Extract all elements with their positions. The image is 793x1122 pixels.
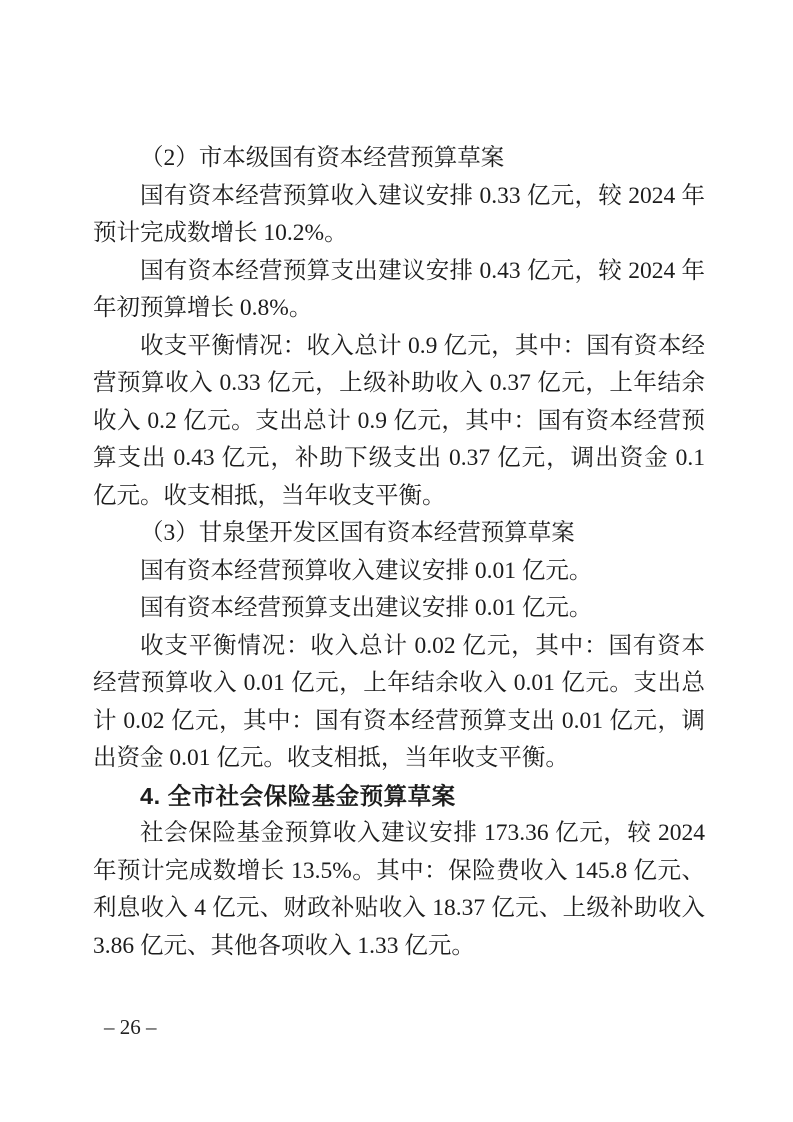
paragraph-subsection-2-expenditure: 国有资本经营预算支出建议安排 0.43 亿元，较 2024 年年初预算增长 0.8%。 <box>93 257 705 321</box>
paragraph-subsection-3-title: （3）甘泉堡开发区国有资本经营预算草案 <box>140 520 575 546</box>
paragraph-subsection-3-revenue: 国有资本经营预算收入建议安排 0.01 亿元。 <box>140 557 593 584</box>
paragraph-subsection-3-balance: 收支平衡情况：收入总计 0.02 亿元，其中：国有资本经营预算收入 0.01 亿元，上年结余收入 0.01 亿元。支出总计 0.02 亿元，其中：国有资本经营预算支出 0.01 亿元，调出资金 0.01 亿元。收支相抵，当年收支平衡。 <box>93 632 705 771</box>
section-heading-social-insurance: 4. 全市社会保险基金预算草案 <box>140 782 456 809</box>
paragraph-subsection-2-revenue: 国有资本经营预算收入建议安排 0.33 亿元，较 2024 年预计完成数增长 10.2%。 <box>93 182 705 246</box>
page-body <box>93 140 705 965</box>
paragraph-subsection-2-title: （2）市本级国有资本经营预算草案 <box>140 145 505 171</box>
paragraph-subsection-3-expenditure: 国有资本经营预算支出建议安排 0.01 亿元。 <box>140 595 593 621</box>
paragraph-subsection-2-balance: 收支平衡情况：收入总计 0.9 亿元，其中：国有资本经营预算收入 0.33 亿元，上级补助收入 0.37 亿元，上年结余收入 0.2 亿元。支出总计 0.9 亿元，其中：国有资本经营预算支出 0.43 亿元，补助下级支出 0.37 亿元，调出资金 0.1 亿元。收支相抵，当年收支平衡。 <box>93 332 705 509</box>
paragraph-section-4-body: 社会保险基金预算收入建议安排 173.36 亿元，较 2024 年预计完成数增长 13.5%。其中：保险费收入 145.8 亿元、利息收入 4 亿元、财政补贴收入 18.37 亿元、上级补助收入 3.86 亿元、其他各项收入 1.33 亿元。 <box>93 820 705 959</box>
page-number: – 26 – <box>104 1015 157 1039</box>
